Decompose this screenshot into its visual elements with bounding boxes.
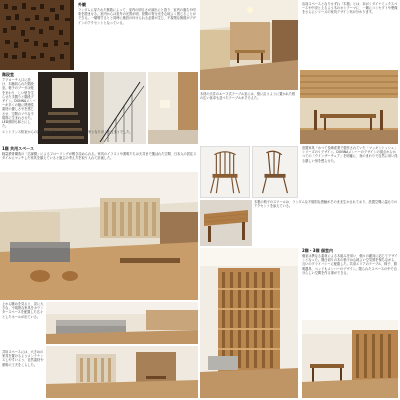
windsor-chair-photo — [200, 146, 250, 198]
living-section — [200, 92, 298, 106]
windsor-chair-side-photo — [252, 146, 298, 198]
wood-ceiling-photo — [300, 70, 398, 144]
common-space-photo — [0, 172, 198, 300]
reception-section — [302, 2, 398, 54]
reception-text: 店前スペースとなりせずれ「木製」とは、本がくダイナミックスペースや中央と上るよう木のオシテーマに、一層にコンセプトや想像をさらにシリーズの家具デザイン実が分かります。 — [302, 2, 398, 15]
stairs-heading: 階段室 — [2, 72, 14, 77]
chairs-text: 設置家具「かつて長崎産業で製作されていた「マッキントッシュ」シリーズのリデザイン。DONNAメンバーのデザインの視点からかつての「ウインザーチェア」を明確に、身のまわりで自然に用い得る優しい形を甦らせた。 — [302, 146, 398, 163]
private-room-bench-photo — [302, 320, 398, 398]
exterior-section — [78, 2, 198, 64]
sofa-lounge-photo — [46, 302, 198, 344]
space1-heading: 1階 共用スペース — [2, 146, 34, 151]
space1b-section — [2, 302, 44, 348]
space1c-section — [2, 350, 44, 398]
entrance-section — [2, 130, 198, 139]
space2-section — [302, 248, 398, 316]
exterior-text: ランダムに穿たれた無数によって、室内の明るさが演出にと語り、室内の過ちや印象を隠ませる。室内からは窓外の光景が明、昼間の寄せ光を心地よく感じることができる。一層増するとと同時に施設の付けられる必要が生じ、不規則な無数がデザインのアクセントとなっている。 — [78, 8, 196, 25]
tatami-room-photo — [46, 346, 198, 398]
exterior-heading: 外観 — [78, 2, 86, 7]
entrance-text: エントランス防室からの初期空間がる、どこの家具的な家の家となりほころ住まうでした。 — [2, 130, 133, 134]
space1-section — [2, 146, 198, 164]
space2-heading: 2階・3階 個室内 — [302, 248, 333, 253]
stool-text: 木製の椅子のスツールは、ランダムな不規則な感触がそのまま生かされており、設置空間に温もりのアクセントを添えている。 — [254, 200, 398, 209]
chairs-section — [302, 146, 398, 196]
exterior-lattice-photo — [0, 0, 74, 70]
space2-text: 個室は異なる素材による木組みを用い、個々の趣向に応じてデザインとなった。間仕切りの木の格子は心地よい空気感を保ちながら、互いのプライバシーに配慮した。共用エリアのテーブル、椅子、照明器具、ベッドもメンバーのデザイン。限られたスペースの中で自分らしい空間を作る事ができる。 — [302, 254, 398, 275]
dining-room-photo — [200, 0, 298, 90]
space1-text: 軽量鉄骨構造の「広縁側」によるフローリングが敷き詰められる。家具のイラストや照明たちは天井まで選ばれた空間、日本人の居住スタイルにマッチした家具を揃えていると施主の考え方を取り入れて計画した。 — [2, 152, 197, 161]
stool-section — [254, 200, 398, 220]
private-room-lattice-photo — [200, 248, 298, 398]
wood-table-photo — [200, 200, 252, 246]
living-text: 木材の天井のルーフ式テーブル室には、壁に沿うように置かれた桜の広い食卓も並べたテーブルがそろえた。 — [200, 92, 296, 101]
space1b-text: 上から眺めを見ると、窓に大きな、不規則な家具をカウンタースペースを配置した広々としたホールが出ている。 — [2, 302, 44, 319]
stairs-section — [2, 72, 36, 152]
stairs-text: アプローチ入口に設け、木柵切られた階段室。格子のブーガは壁をまわり、しい壁を生らせた手摺りと階段デザイン。DONNAメンバーが多くの様に関連性素材の優しさやを感じさせ、空間のソウな不規則に生まれさせた。LED照明も和とにした。 — [2, 78, 36, 129]
space1c-text: 共用スペースには、大きめの家具を置けるようメンテナンスしやすいよう、自然素材や照明の工夫をこらした。 — [2, 350, 44, 367]
